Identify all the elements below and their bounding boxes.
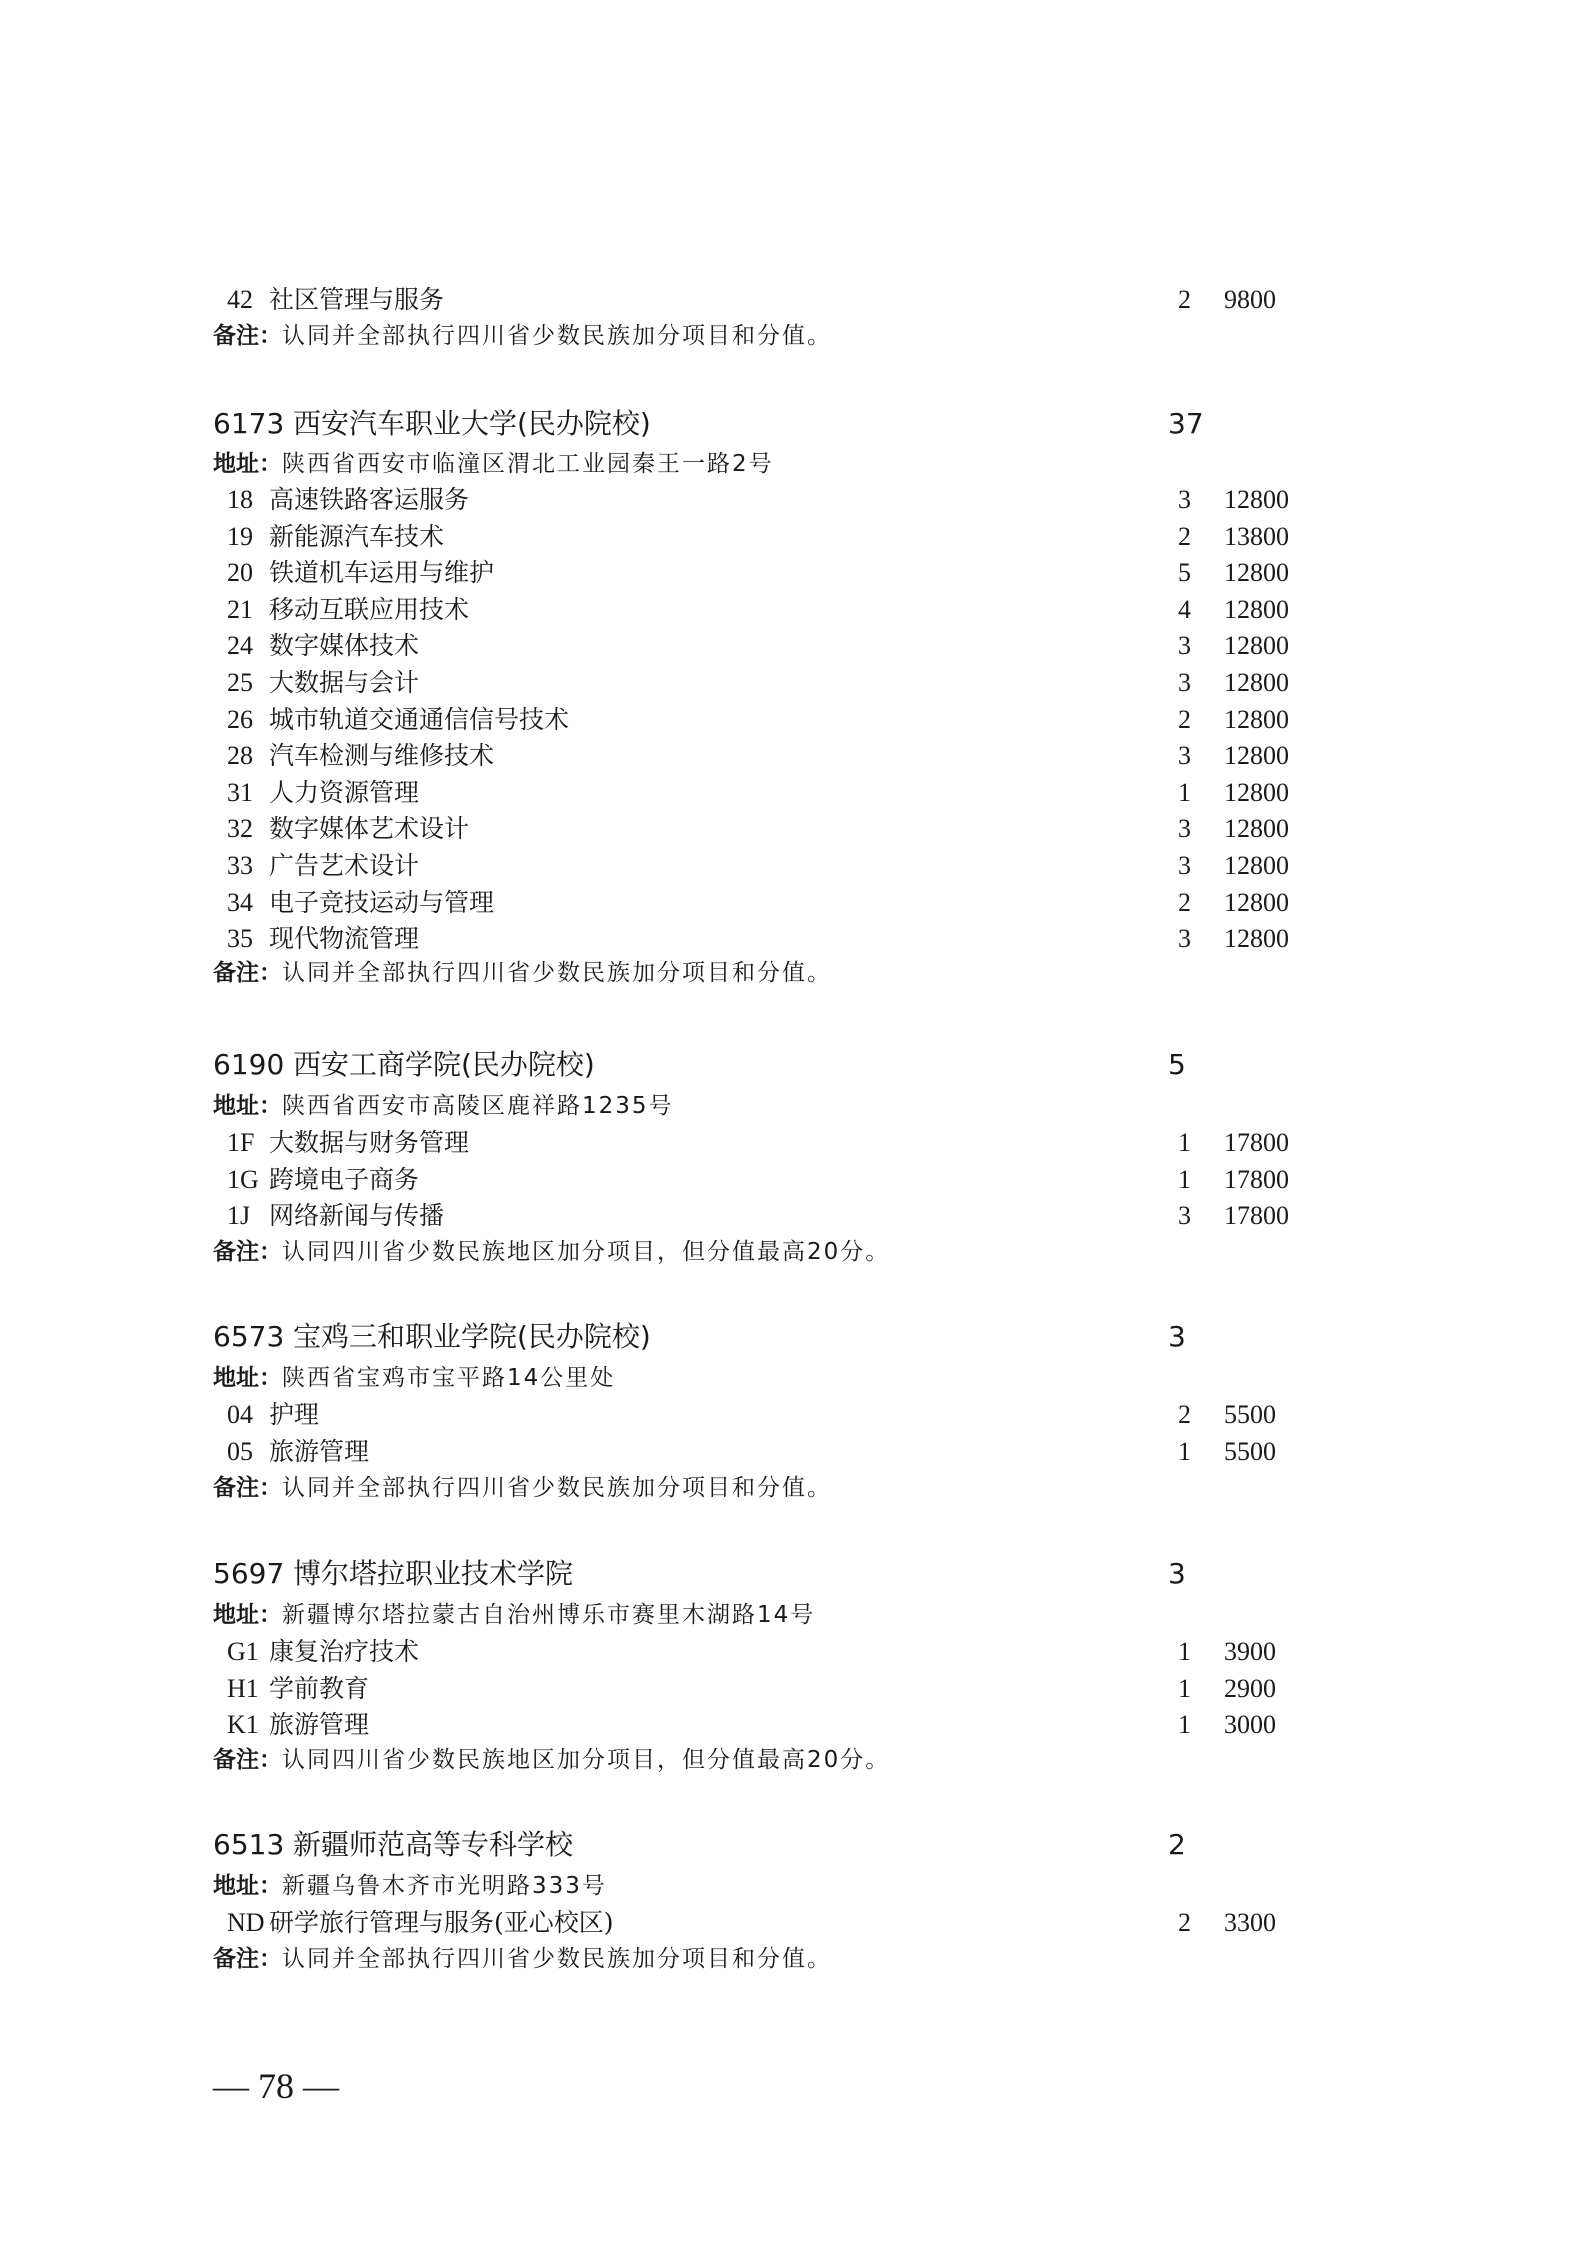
- address-text: 新疆乌鲁木齐市光明路333号: [282, 1873, 607, 1899]
- school-header: [213, 1045, 1313, 1085]
- list-item: [213, 775, 1313, 811]
- note-label: 备注：: [213, 1239, 282, 1265]
- school-note: [213, 1234, 1313, 1270]
- major-fee: 12800: [1224, 924, 1289, 953]
- major-quota: 4: [1178, 595, 1191, 624]
- major-quota: 2: [1178, 705, 1191, 734]
- major-quota: 3: [1178, 851, 1191, 880]
- major-quota: 2: [1178, 285, 1191, 314]
- major-name: 跨境电子商务: [269, 1165, 420, 1194]
- page-number: — 78 —: [213, 2066, 339, 2106]
- major-quota: 5: [1178, 558, 1191, 587]
- major-fee: 12800: [1224, 631, 1289, 660]
- major-code: 04: [227, 1400, 253, 1429]
- list-item: [213, 482, 1313, 518]
- major-name: 大数据与财务管理: [269, 1128, 470, 1157]
- major-name: 广告艺术设计: [269, 851, 420, 880]
- major-fee: 13800: [1224, 522, 1289, 551]
- major-code: G1: [227, 1637, 259, 1666]
- school-header: [213, 1554, 1313, 1594]
- school-header: [213, 404, 1313, 444]
- list-item: [213, 811, 1313, 847]
- major-code: 42: [227, 285, 253, 314]
- major-code: K1: [227, 1710, 259, 1739]
- major-quota: 1: [1178, 1710, 1191, 1739]
- school-total: 37: [1168, 407, 1204, 440]
- major-code: H1: [227, 1674, 259, 1703]
- list-item: [213, 555, 1313, 591]
- major-name: 数字媒体技术: [269, 631, 420, 660]
- school-name: 西安工商学院(民办院校): [293, 1048, 595, 1081]
- major-quota: 1: [1178, 1128, 1191, 1157]
- major-quota: 3: [1178, 485, 1191, 514]
- major-fee: 12800: [1224, 851, 1289, 880]
- major-code: 32: [227, 814, 253, 843]
- note-label: 备注：: [213, 1946, 282, 1972]
- school-note: [213, 1470, 1313, 1506]
- school-address: [213, 1088, 1313, 1124]
- list-item: [213, 1671, 1313, 1707]
- address-text: 陕西省西安市临潼区渭北工业园秦王一路2号: [282, 451, 774, 477]
- major-code: 26: [227, 705, 253, 734]
- major-fee: 12800: [1224, 814, 1289, 843]
- school-total: 3: [1168, 1557, 1186, 1590]
- note-label: 备注：: [213, 323, 282, 349]
- school-id: 6190: [213, 1048, 285, 1081]
- school-name: 宝鸡三和职业学院(民办院校): [293, 1320, 651, 1353]
- list-item: [213, 1707, 1313, 1743]
- major-code: 19: [227, 522, 253, 551]
- list-item: [213, 1125, 1313, 1161]
- major-fee: 12800: [1224, 558, 1289, 587]
- major-code: 1F: [227, 1128, 255, 1157]
- address-label: 地址：: [213, 1873, 282, 1899]
- major-code: ND: [227, 1908, 265, 1937]
- school-total: 5: [1168, 1048, 1186, 1081]
- school-address: [213, 1597, 1313, 1633]
- major-fee: 12800: [1224, 778, 1289, 807]
- major-name: 社区管理与服务: [269, 285, 445, 314]
- list-item: [213, 738, 1313, 774]
- list-item: [213, 885, 1313, 921]
- major-fee: 12800: [1224, 668, 1289, 697]
- major-code: 20: [227, 558, 253, 587]
- school-header: [213, 1825, 1313, 1865]
- address-text: 新疆博尔塔拉蒙古自治州博乐市赛里木湖路14号: [282, 1602, 816, 1628]
- address-label: 地址：: [213, 1602, 282, 1628]
- school-address: [213, 1360, 1313, 1396]
- list-item: [213, 282, 1313, 318]
- major-quota: 3: [1178, 814, 1191, 843]
- major-quota: 2: [1178, 1400, 1191, 1429]
- major-name: 大数据与会计: [269, 668, 420, 697]
- school-note: [213, 1941, 1313, 1977]
- major-code: 31: [227, 778, 253, 807]
- major-fee: 3300: [1224, 1908, 1276, 1937]
- major-quota: 3: [1178, 924, 1191, 953]
- list-item: [213, 848, 1313, 884]
- major-name: 现代物流管理: [269, 924, 420, 953]
- school-id: 6513: [213, 1828, 285, 1861]
- major-fee: 17800: [1224, 1128, 1289, 1157]
- major-name: 旅游管理: [269, 1710, 370, 1739]
- address-label: 地址：: [213, 451, 282, 477]
- major-name: 铁道机车运用与维护: [269, 558, 495, 587]
- major-fee: 5500: [1224, 1437, 1276, 1466]
- school-address: [213, 1868, 1313, 1904]
- major-name: 学前教育: [269, 1674, 370, 1703]
- major-code: 1J: [227, 1201, 251, 1230]
- address-text: 陕西省宝鸡市宝平路14公里处: [282, 1365, 616, 1391]
- major-code: 28: [227, 741, 253, 770]
- major-name: 高速铁路客运服务: [269, 485, 470, 514]
- major-quota: 1: [1178, 1437, 1191, 1466]
- major-code: 05: [227, 1437, 253, 1466]
- major-code: 34: [227, 888, 253, 917]
- major-name: 新能源汽车技术: [269, 522, 445, 551]
- list-item: [213, 1162, 1313, 1198]
- major-quota: 1: [1178, 1637, 1191, 1666]
- major-name: 电子竞技运动与管理: [269, 888, 495, 917]
- major-name: 移动互联应用技术: [269, 595, 470, 624]
- major-fee: 3000: [1224, 1710, 1276, 1739]
- major-quota: 1: [1178, 1674, 1191, 1703]
- major-fee: 5500: [1224, 1400, 1276, 1429]
- school-name: 西安汽车职业大学(民办院校): [293, 407, 651, 440]
- school-id: 6173: [213, 407, 285, 440]
- major-fee: 17800: [1224, 1165, 1289, 1194]
- major-fee: 2900: [1224, 1674, 1276, 1703]
- list-item: [213, 628, 1313, 664]
- list-item: [213, 702, 1313, 738]
- list-item: [213, 1905, 1313, 1941]
- major-quota: 3: [1178, 668, 1191, 697]
- address-text: 陕西省西安市高陵区鹿祥路1235号: [282, 1093, 674, 1119]
- major-code: 18: [227, 485, 253, 514]
- major-quota: 1: [1178, 1165, 1191, 1194]
- major-name: 网络新闻与传播: [269, 1201, 445, 1230]
- note-label: 备注：: [213, 1475, 282, 1501]
- list-item: [213, 1634, 1313, 1670]
- major-name: 数字媒体艺术设计: [269, 814, 470, 843]
- major-fee: 17800: [1224, 1201, 1289, 1230]
- school-note: [213, 955, 1313, 991]
- major-quota: 2: [1178, 522, 1191, 551]
- major-fee: 3900: [1224, 1637, 1276, 1666]
- school-address: [213, 446, 1313, 482]
- list-item: [213, 592, 1313, 628]
- major-quota: 3: [1178, 741, 1191, 770]
- major-fee: 12800: [1224, 705, 1289, 734]
- major-name: 康复治疗技术: [269, 1637, 420, 1666]
- major-quota: 2: [1178, 1908, 1191, 1937]
- list-item: [213, 519, 1313, 555]
- list-item: [213, 1198, 1313, 1234]
- major-name: 旅游管理: [269, 1437, 370, 1466]
- major-code: 35: [227, 924, 253, 953]
- school-header: [213, 1317, 1313, 1357]
- major-quota: 1: [1178, 778, 1191, 807]
- note-text: 认同并全部执行四川省少数民族加分项目和分值。: [282, 323, 832, 349]
- school-total: 3: [1168, 1320, 1186, 1353]
- school-name: 新疆师范高等专科学校: [293, 1828, 574, 1861]
- major-code: 1G: [227, 1165, 259, 1194]
- major-quota: 3: [1178, 1201, 1191, 1230]
- school-total: 2: [1168, 1828, 1186, 1861]
- note-text: 认同四川省少数民族地区加分项目，但分值最高20分。: [282, 1239, 891, 1265]
- major-name: 护理: [269, 1400, 320, 1429]
- major-name: 城市轨道交通通信信号技术: [269, 705, 570, 734]
- major-code: 25: [227, 668, 253, 697]
- major-fee: 12800: [1224, 741, 1289, 770]
- major-code: 33: [227, 851, 253, 880]
- major-quota: 3: [1178, 631, 1191, 660]
- list-item: [213, 921, 1313, 957]
- school-note: [213, 318, 1313, 354]
- major-name: 汽车检测与维修技术: [269, 741, 495, 770]
- school-id: 5697: [213, 1557, 285, 1590]
- note-label: 备注：: [213, 1747, 282, 1773]
- note-label: 备注：: [213, 960, 282, 986]
- school-note: [213, 1742, 1313, 1778]
- major-quota: 2: [1178, 888, 1191, 917]
- major-fee: 12800: [1224, 595, 1289, 624]
- note-text: 认同并全部执行四川省少数民族加分项目和分值。: [282, 960, 832, 986]
- list-item: [213, 1397, 1313, 1433]
- major-code: 24: [227, 631, 253, 660]
- list-item: [213, 1434, 1313, 1470]
- address-label: 地址：: [213, 1365, 282, 1391]
- major-name: 研学旅行管理与服务(亚心校区): [269, 1908, 614, 1937]
- note-text: 认同四川省少数民族地区加分项目，但分值最高20分。: [282, 1747, 891, 1773]
- address-label: 地址：: [213, 1093, 282, 1119]
- school-name: 博尔塔拉职业技术学院: [293, 1557, 574, 1590]
- list-item: [213, 665, 1313, 701]
- major-name: 人力资源管理: [269, 778, 420, 807]
- major-fee: 12800: [1224, 888, 1289, 917]
- major-fee: 9800: [1224, 285, 1276, 314]
- major-code: 21: [227, 595, 253, 624]
- note-text: 认同并全部执行四川省少数民族加分项目和分值。: [282, 1475, 832, 1501]
- note-text: 认同并全部执行四川省少数民族加分项目和分值。: [282, 1946, 832, 1972]
- school-id: 6573: [213, 1320, 285, 1353]
- major-fee: 12800: [1224, 485, 1289, 514]
